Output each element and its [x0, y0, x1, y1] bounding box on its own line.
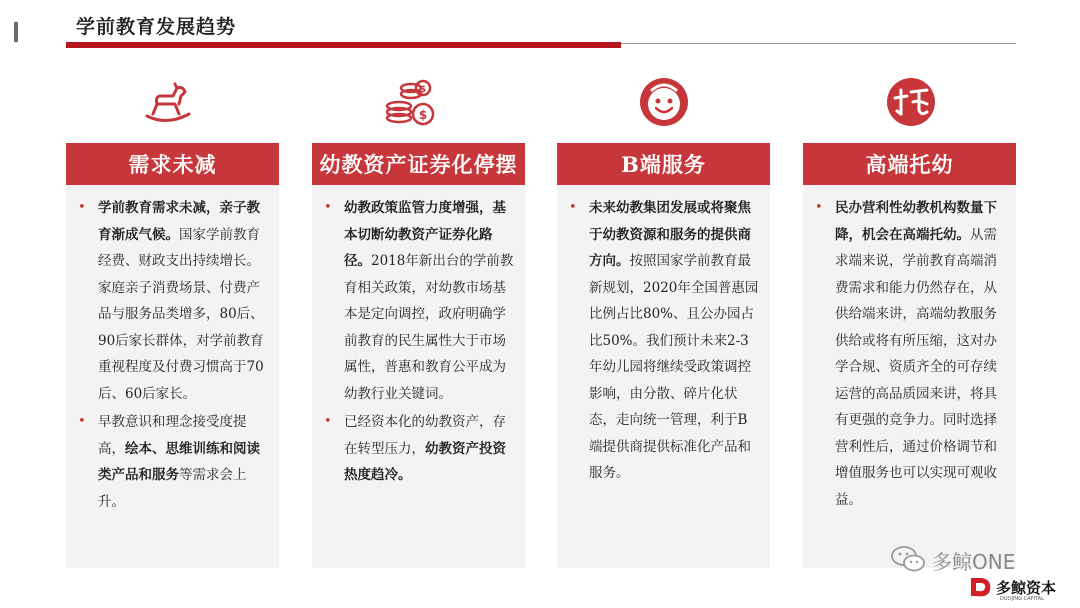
bullet-item: • 早教意识和理念接受度提高，绘本、思维训练和阅读类产品和服务等需求会上升。	[76, 409, 269, 515]
slide-marker	[14, 22, 18, 42]
bullet-item: • 民办营利性幼教机构数量下降，机会在高端托幼。从需求端来说，学前教育高端消费需求和能力仍然存在，从供给端来讲，高端幼教服务供给或将有所压缩，这对办学合规、资质齐全的可存续运营的高品质园来讲，将具有更强的竞争力。同时选择营利性后，通过价格调节和增值服务也可以实现可观收益。	[813, 195, 1006, 513]
wechat-icon	[890, 544, 926, 574]
trend-card-demand	[66, 143, 279, 568]
bullet-dot: •	[324, 414, 332, 429]
bullet-item: • 学前教育需求未减，亲子教育渐成气候。国家学前教育经费、财政支出持续增长。家庭亲子消费场景、付费产品与服务品类增多，80后、90后家长群体，对学前教育重视程度及付费习惯高于70后、60后家长。	[76, 195, 269, 407]
svg-text:$: $	[419, 85, 427, 95]
watermark-text: 多鲸ONE	[932, 550, 1016, 574]
card-body	[803, 185, 1016, 568]
coins-icon	[383, 74, 439, 130]
card-body	[66, 185, 279, 568]
brand-logo-icon	[968, 574, 994, 600]
bullet-dot: •	[324, 200, 332, 215]
trend-card-securitization	[312, 143, 525, 568]
bullet-dot: •	[815, 200, 823, 215]
smiley-face-icon	[636, 74, 692, 130]
page-title: 学前教育发展趋势	[76, 16, 237, 38]
rocking-horse-icon	[139, 74, 195, 130]
bullet-dot: •	[78, 414, 86, 429]
brand-subtitle: DUOJING CAPITAL	[1000, 596, 1044, 602]
hand-tuo-icon	[883, 74, 939, 130]
card-heading: 需求未减	[66, 143, 279, 185]
card-body	[312, 185, 525, 568]
card-heading: 高端托幼	[803, 143, 1016, 185]
brand-name: 多鲸资本	[996, 578, 1057, 597]
bullet-dot: •	[78, 200, 86, 215]
bullet-item: • 已经资本化的幼教资产，存在转型压力，幼教资产投资热度趋冷。	[322, 409, 515, 489]
trend-card-b-end-service	[557, 143, 770, 568]
bullet-dot: •	[569, 200, 577, 215]
bullet-item: • 幼教政策监管力度增强，基本切断幼教资产证券化路径。2018年新出台的学前教育相关政策，对幼教市场基本是定向调控，政府明确学前教育的民生属性大于市场属性，普惠和教育公平成为幼教行业关键词。	[322, 195, 515, 407]
bullet-item: • 未来幼教集团发展或将聚焦于幼教资源和服务的提供商方向。按照国家学前教育最新规划，2020年全国普惠园比例占比80%、且公办园占比50%。我们预计未来2-3年幼儿园将继续受政策调控影响，由分散、碎片化状态，走向统一管理，利于B端提供商提供标准化产品和服务。	[567, 195, 760, 487]
title-accent-bar	[66, 42, 621, 48]
card-heading: B端服务	[557, 143, 770, 185]
trend-card-high-end-childcare	[803, 143, 1016, 568]
svg-text:$: $	[418, 108, 428, 122]
card-body	[557, 185, 770, 568]
card-heading: 幼教资产证券化停摆	[312, 143, 525, 185]
